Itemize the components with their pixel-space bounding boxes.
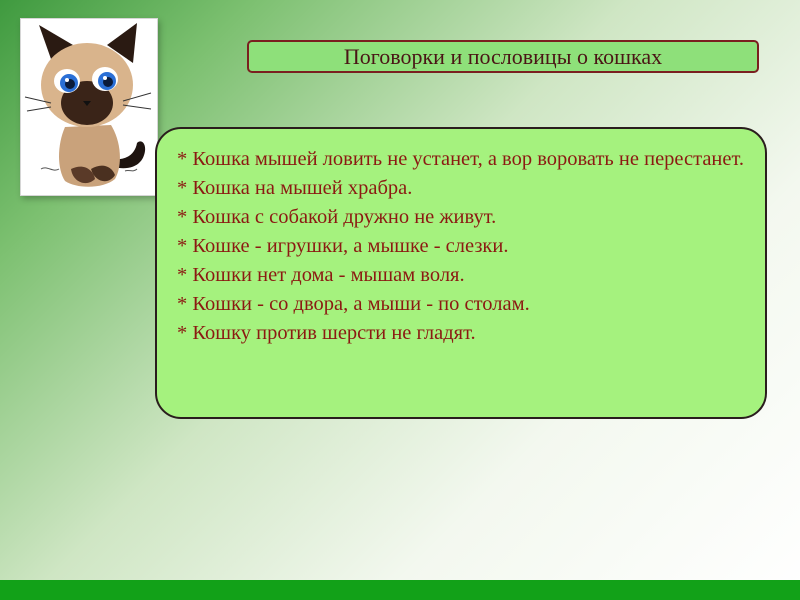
proverb-item: * Кошки нет дома - мышам воля. [177,264,465,286]
proverb-item: * Кошки - со двора, а мыши - по столам. [177,293,530,315]
slide-title [247,40,759,73]
proverb-item: * Кошка на мышей храбра. [177,177,413,199]
proverb-item: * Кошка с собакой дружно не живут. [177,206,497,228]
proverb-item: * Кошка мышей ловить не устанет, а вор воровать не перестанет. [177,148,745,170]
proverb-item: * Кошке - игрушки, а мышке - слезки. [177,235,509,257]
slide-title-text: Поговорки и пословицы о кошках [343,43,663,69]
proverbs-box [155,127,767,419]
proverb-item: * Кошку против шерсти не гладят. [177,322,476,344]
proverb-list [177,145,751,348]
cat-picture [20,18,158,196]
siamese-cat-icon [21,19,157,195]
bottom-bar [0,580,800,600]
